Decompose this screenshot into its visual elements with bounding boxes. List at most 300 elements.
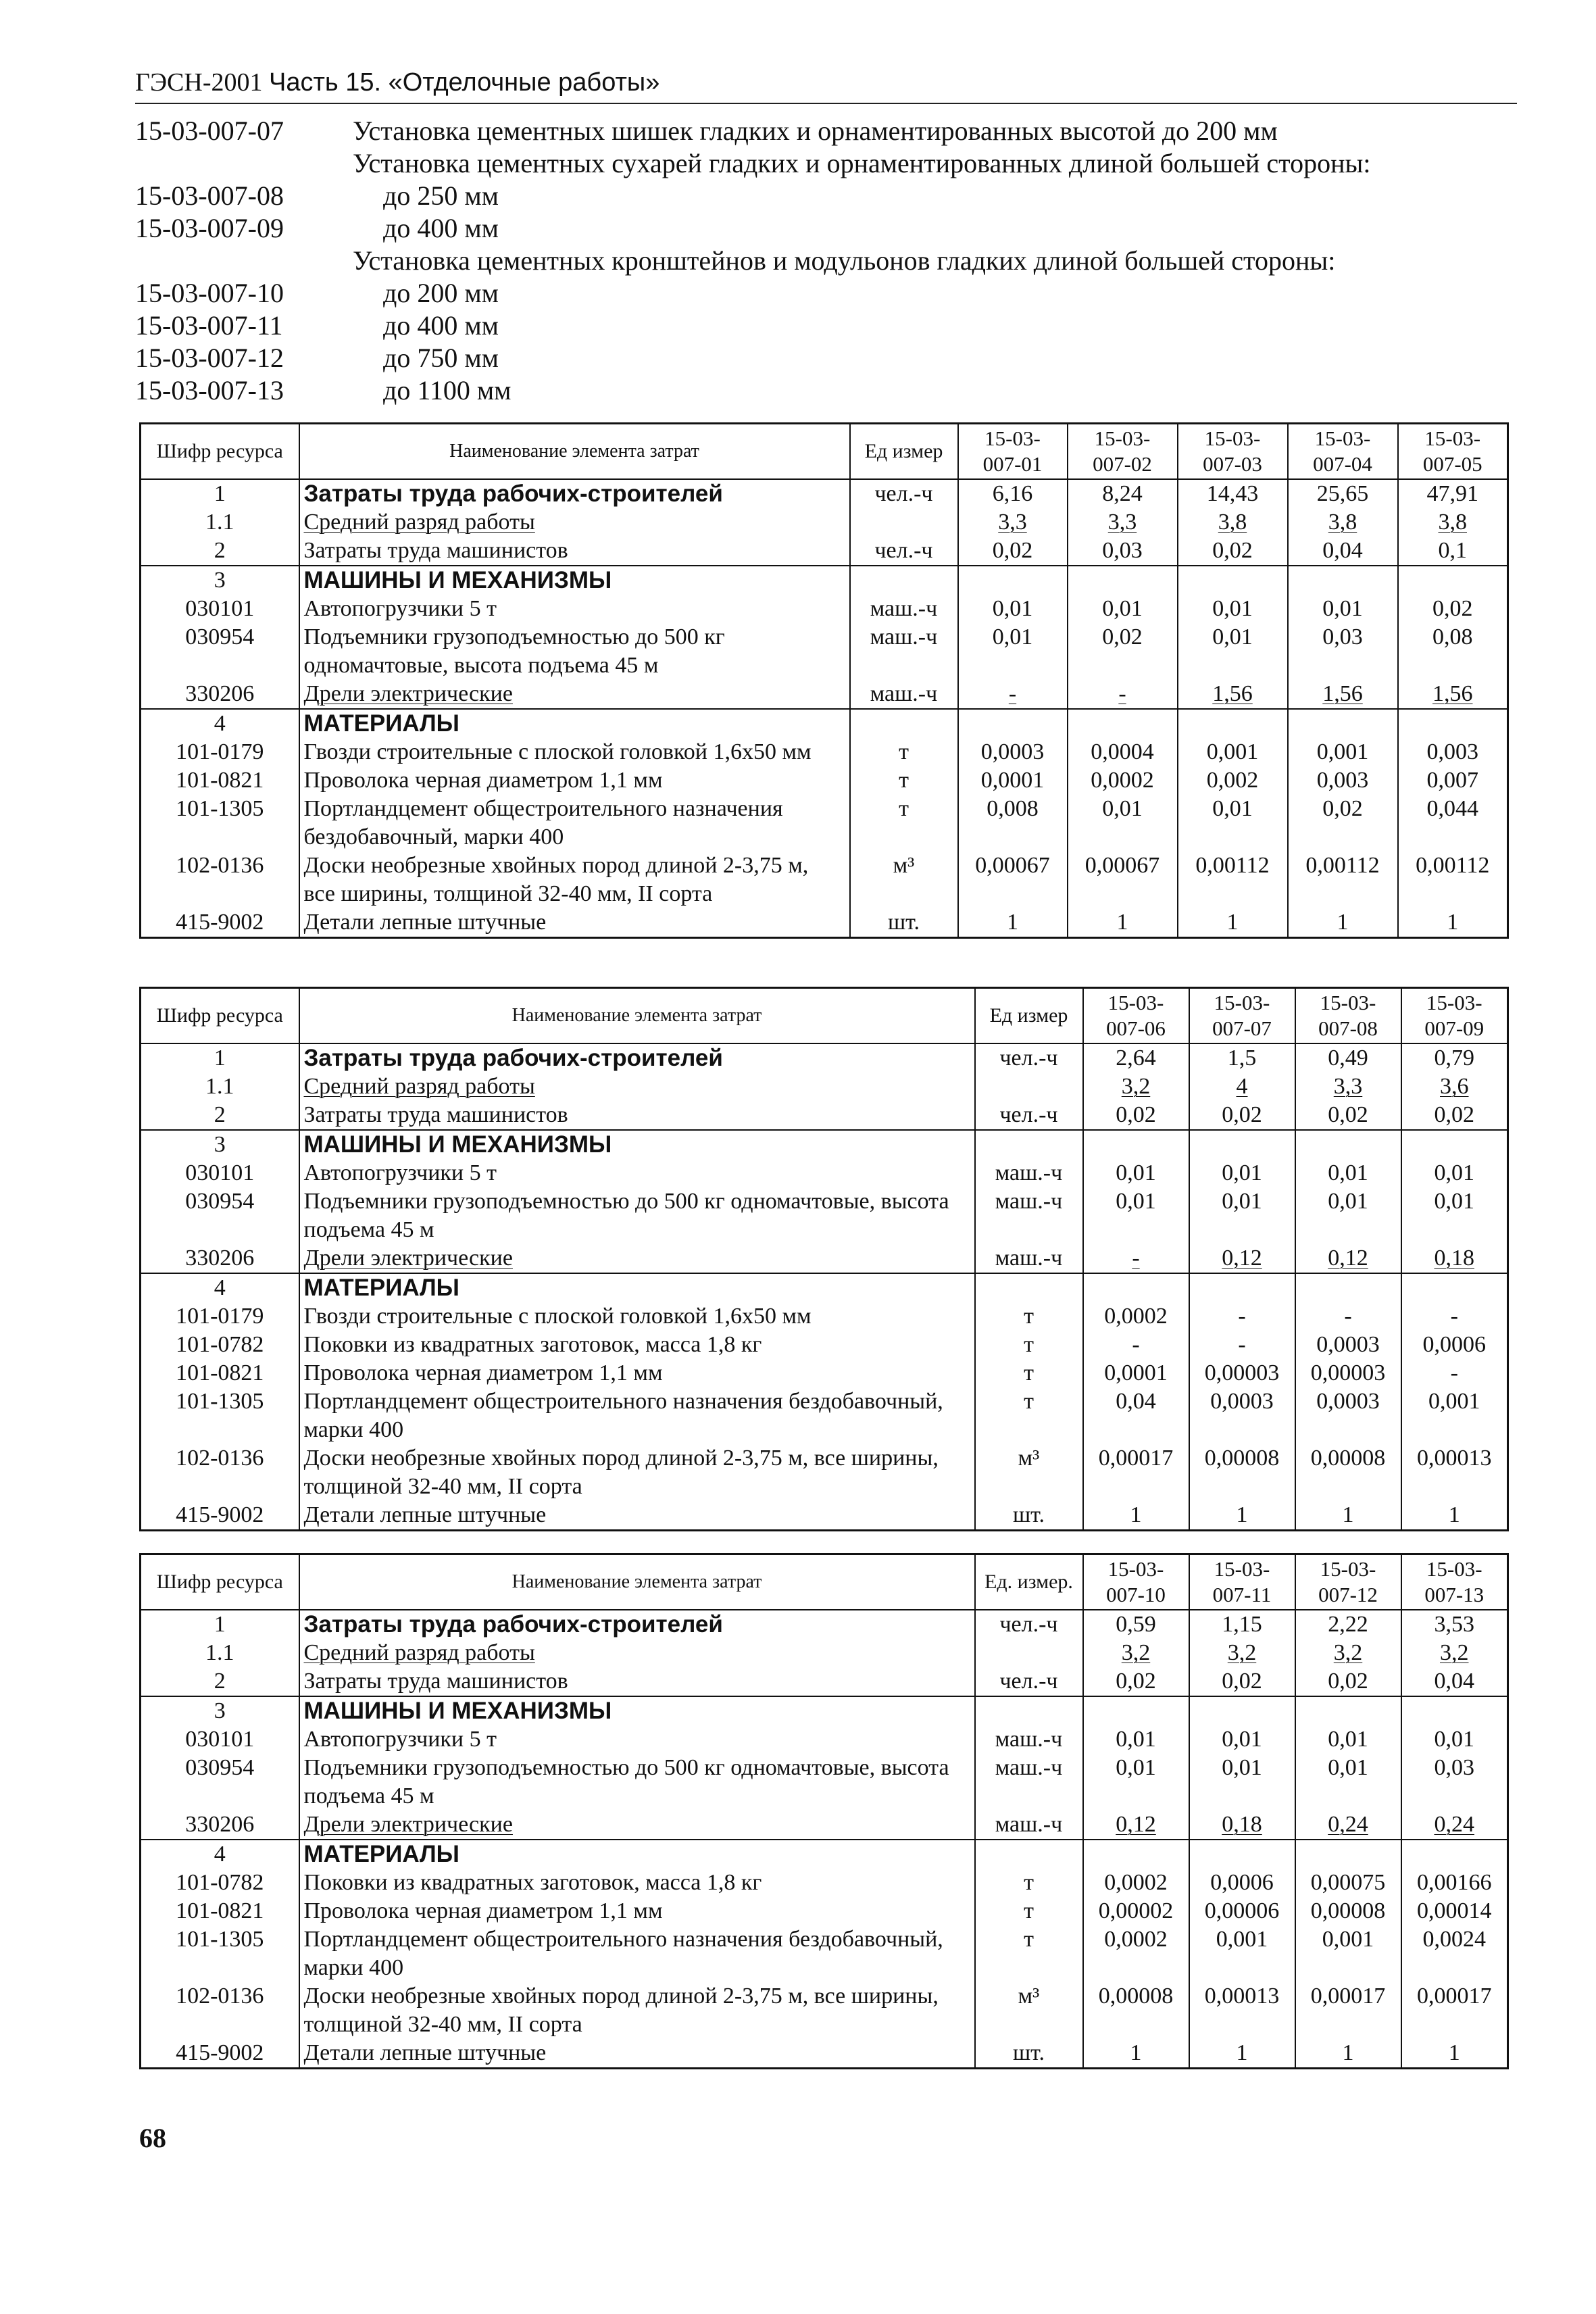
header-norm-code: 15-03- 007-12 (1295, 1554, 1401, 1610)
resource-code: 101-0821 (141, 1897, 299, 1925)
resource-code: 2 (141, 1667, 299, 1696)
norm-value: 0,01 (1189, 1159, 1295, 1187)
norm-value: 0,01 (1401, 1725, 1508, 1754)
table-row (141, 1302, 1508, 1331)
resource-code: 3 (141, 566, 299, 595)
cost-element-name: Портландцемент общестроительного назначения бездобавочный, марки 400 (299, 1925, 975, 1982)
work-item-row (135, 115, 1527, 147)
resource-code: 101-0821 (141, 766, 299, 795)
cost-element-name: Портландцемент общестроительного назначения бездобавочный, марки 400 (299, 795, 850, 852)
cost-element-name: Проволока черная диаметром 1,1 мм (299, 1359, 975, 1387)
norm-value (1401, 1130, 1508, 1159)
table-header-row (141, 988, 1508, 1044)
table-row (141, 1043, 1508, 1073)
norm-value: 0,00008 (1295, 1897, 1401, 1925)
norm-value (1401, 1273, 1508, 1302)
table-row (141, 1982, 1508, 2039)
unit-of-measure: м³ (850, 852, 958, 908)
norm-value: 0,59 (1083, 1610, 1189, 1639)
table-row (141, 1840, 1508, 1869)
resource-table-3 (139, 1553, 1509, 2069)
resource-code: 330206 (141, 1811, 299, 1840)
table-row (141, 1187, 1508, 1244)
norm-value: 0,02 (958, 537, 1068, 566)
norm-value: 0,18 (1189, 1811, 1295, 1840)
resource-code: 101-1305 (141, 1387, 299, 1444)
resource-code: 101-1305 (141, 1925, 299, 1982)
norm-value: 0,01 (1068, 595, 1178, 623)
cost-element-name: МАТЕРИАЛЫ (299, 1273, 975, 1302)
resource-code: 2 (141, 537, 299, 566)
table-row (141, 1331, 1508, 1359)
cost-element-name: Дрели электрические (299, 680, 850, 709)
norm-value (1068, 709, 1178, 738)
cost-element-name: Подъемники грузоподъемностью до 500 кг одномачтовые, высота подъема 45 м (299, 1754, 975, 1811)
unit-of-measure (850, 508, 958, 537)
norm-value: 1 (1295, 1501, 1401, 1531)
header-unit: Ед. измер. (975, 1554, 1083, 1610)
norm-value: 0,00112 (1288, 852, 1398, 908)
norm-value: 0,00017 (1295, 1982, 1401, 2039)
norm-value: 0,01 (1189, 1187, 1295, 1244)
unit-of-measure (975, 1696, 1083, 1725)
table-row (141, 1639, 1508, 1667)
header-norm-code: 15-03- 007-04 (1288, 424, 1398, 480)
table-row (141, 1359, 1508, 1387)
table-header-row (141, 424, 1508, 480)
header-cost-element: Наименование элемента затрат (299, 424, 850, 480)
cost-element-name: Средний разряд работы (299, 508, 850, 537)
work-item-text: до 1100 мм (383, 375, 512, 405)
unit-of-measure (975, 1130, 1083, 1159)
cost-element-name: Затраты труда рабочих-строителей (299, 479, 850, 508)
norm-value: 0,08 (1398, 623, 1508, 680)
resource-code: 2 (141, 1101, 299, 1130)
table-row (141, 479, 1508, 508)
norm-value: 0,03 (1288, 623, 1398, 680)
norm-value: 3,2 (1295, 1639, 1401, 1667)
norm-value (1288, 709, 1398, 738)
norm-value: 0,003 (1398, 738, 1508, 766)
work-item-row (135, 147, 1527, 180)
norm-value: 0,01 (1401, 1187, 1508, 1244)
norm-value: 1 (1083, 1501, 1189, 1531)
resource-code: 4 (141, 709, 299, 738)
resource-code: 1.1 (141, 1073, 299, 1101)
resource-code: 1.1 (141, 1639, 299, 1667)
norm-value: 0,01 (1189, 1754, 1295, 1811)
cost-element-name: Поковки из квадратных заготовок, масса 1,8 кг (299, 1331, 975, 1359)
norm-value: 1 (1295, 2039, 1401, 2069)
norm-value: 0,04 (1401, 1667, 1508, 1696)
norm-value: 0,0004 (1068, 738, 1178, 766)
cost-element-name: Затраты труда машинистов (299, 537, 850, 566)
resource-code: 102-0136 (141, 1444, 299, 1501)
table-row (141, 738, 1508, 766)
table-header-row (141, 1554, 1508, 1610)
unit-of-measure: м³ (975, 1444, 1083, 1501)
resource-code: 1.1 (141, 508, 299, 537)
header-norm-code: 15-03- 007-11 (1189, 1554, 1295, 1610)
cost-element-name: Затраты труда машинистов (299, 1101, 975, 1130)
norm-value: 0,12 (1295, 1244, 1401, 1273)
header-resource-code: Шифр ресурса (141, 988, 299, 1044)
norm-value: 0,001 (1189, 1925, 1295, 1982)
norm-value: 0,00008 (1083, 1982, 1189, 2039)
norm-value: - (1189, 1302, 1295, 1331)
work-item-row (135, 342, 1527, 374)
norm-value: 1,56 (1398, 680, 1508, 709)
cost-element-name: МАТЕРИАЛЫ (299, 709, 850, 738)
norm-value (1398, 709, 1508, 738)
work-item-text: до 400 мм (383, 213, 499, 243)
header-norm-code: 15-03- 007-02 (1068, 424, 1178, 480)
norm-value: 0,01 (1295, 1725, 1401, 1754)
norm-value: 0,01 (1178, 795, 1288, 852)
norm-value: 0,0003 (958, 738, 1068, 766)
resource-code: 3 (141, 1130, 299, 1159)
header-norm-code: 15-03- 007-13 (1401, 1554, 1508, 1610)
table-row (141, 595, 1508, 623)
norm-value: 0,01 (1288, 595, 1398, 623)
norm-value (1295, 1273, 1401, 1302)
norm-value: 0,0001 (958, 766, 1068, 795)
norm-value (1178, 566, 1288, 595)
resource-code: 101-0782 (141, 1869, 299, 1897)
norm-value: 0,001 (1401, 1387, 1508, 1444)
norm-value: 1 (1401, 2039, 1508, 2069)
table-row (141, 1754, 1508, 1811)
norm-value: 0,00014 (1401, 1897, 1508, 1925)
unit-of-measure (975, 1639, 1083, 1667)
norm-value: 3,8 (1288, 508, 1398, 537)
cost-element-name: Доски необрезные хвойных пород длиной 2-3,75 м, все ширины, толщиной 32-40 мм, II сорта (299, 1982, 975, 2039)
norm-value: 0,1 (1398, 537, 1508, 566)
resource-code: 4 (141, 1840, 299, 1869)
work-item-list (135, 115, 1527, 407)
cost-element-name: Затраты труда рабочих-строителей (299, 1043, 975, 1073)
header-norm-code: 15-03- 007-10 (1083, 1554, 1189, 1610)
resource-code: 030954 (141, 1754, 299, 1811)
work-item-row (135, 277, 1527, 310)
norm-value: 0,0006 (1189, 1869, 1295, 1897)
norm-value: 0,01 (1401, 1159, 1508, 1187)
work-item-code: 15-03-007-10 (135, 278, 284, 308)
norm-value: 0,001 (1295, 1925, 1401, 1982)
norm-value: 0,0002 (1083, 1869, 1189, 1897)
norm-value: 0,03 (1068, 537, 1178, 566)
norm-value: 1 (1178, 908, 1288, 938)
unit-of-measure (975, 1273, 1083, 1302)
header-norm-code: 15-03- 007-03 (1178, 424, 1288, 480)
header-norm-code: 15-03- 007-05 (1398, 424, 1508, 480)
norm-value: 0,008 (958, 795, 1068, 852)
cost-element-name: Детали лепные штучные (299, 908, 850, 938)
work-item-code: 15-03-007-07 (135, 116, 284, 146)
norm-value: 0,00112 (1178, 852, 1288, 908)
norm-value: 3,3 (958, 508, 1068, 537)
norm-value: 0,24 (1401, 1811, 1508, 1840)
unit-of-measure (850, 709, 958, 738)
header-norm-code: 15-03- 007-08 (1295, 988, 1401, 1044)
resource-code: 1 (141, 479, 299, 508)
table-row (141, 1501, 1508, 1531)
unit-of-measure: чел.-ч (975, 1101, 1083, 1130)
table-row (141, 795, 1508, 852)
norm-value: 0,04 (1288, 537, 1398, 566)
work-item-code (135, 245, 353, 277)
norm-value: 0,01 (1083, 1754, 1189, 1811)
norm-value: 0,01 (1068, 795, 1178, 852)
norm-value: - (1295, 1302, 1401, 1331)
norm-value (1189, 1130, 1295, 1159)
work-item-text: Установка цементных кронштейнов и модульонов гладких длиной большей стороны: (353, 245, 1336, 276)
norm-value: 1,56 (1288, 680, 1398, 709)
norm-value: 0,02 (1288, 795, 1398, 852)
norm-value: - (1401, 1359, 1508, 1387)
cost-element-name: Поковки из квадратных заготовок, масса 1,8 кг (299, 1869, 975, 1897)
resource-code: 030101 (141, 595, 299, 623)
cost-element-name: Детали лепные штучные (299, 2039, 975, 2069)
norm-value (1295, 1696, 1401, 1725)
table-row (141, 1101, 1508, 1130)
norm-value (1295, 1130, 1401, 1159)
norm-value: 25,65 (1288, 479, 1398, 508)
cost-element-name: Дрели электрические (299, 1244, 975, 1273)
norm-value: 0,01 (1189, 1725, 1295, 1754)
norm-value: 3,2 (1083, 1073, 1189, 1101)
resource-code: 102-0136 (141, 1982, 299, 2039)
table-row (141, 1897, 1508, 1925)
work-item-code: 15-03-007-11 (135, 310, 283, 341)
norm-value: 0,003 (1288, 766, 1398, 795)
table-row (141, 1610, 1508, 1639)
norm-value (1083, 1840, 1189, 1869)
unit-of-measure: т (850, 766, 958, 795)
norm-value: 0,01 (1295, 1187, 1401, 1244)
unit-of-measure: маш.-ч (975, 1754, 1083, 1811)
resource-code: 330206 (141, 1244, 299, 1273)
unit-of-measure: маш.-ч (850, 595, 958, 623)
norm-value: 1 (1288, 908, 1398, 938)
norm-value: 3,3 (1068, 508, 1178, 537)
norm-value: 0,02 (1189, 1101, 1295, 1130)
resource-code: 1 (141, 1043, 299, 1073)
norm-value: 0,01 (1083, 1159, 1189, 1187)
norm-value (1178, 709, 1288, 738)
norm-value: 0,00013 (1401, 1444, 1508, 1501)
unit-of-measure: чел.-ч (975, 1043, 1083, 1073)
cost-element-name: Дрели электрические (299, 1811, 975, 1840)
norm-value: 0,0001 (1083, 1359, 1189, 1387)
cost-element-name: Проволока черная диаметром 1,1 мм (299, 1897, 975, 1925)
norm-value: 0,24 (1295, 1811, 1401, 1840)
resource-code: 101-0179 (141, 1302, 299, 1331)
cost-element-name: МАШИНЫ И МЕХАНИЗМЫ (299, 1696, 975, 1725)
norm-value (1288, 566, 1398, 595)
work-item-row (135, 180, 1527, 212)
norm-value: 0,02 (1295, 1101, 1401, 1130)
cost-element-name: Детали лепные штучные (299, 1501, 975, 1531)
header-norm-code: 15-03- 007-09 (1401, 988, 1508, 1044)
norm-value: 0,00017 (1083, 1444, 1189, 1501)
cost-element-name: Гвозди строительные с плоской головкой 1,6х50 мм (299, 738, 850, 766)
cost-element-name: Портландцемент общестроительного назначения бездобавочный, марки 400 (299, 1387, 975, 1444)
resource-table-1 (139, 422, 1509, 939)
norm-value: 0,02 (1401, 1101, 1508, 1130)
norm-value: 1,15 (1189, 1610, 1295, 1639)
unit-of-measure: т (975, 1925, 1083, 1982)
unit-of-measure: маш.-ч (975, 1159, 1083, 1187)
work-item-row (135, 212, 1527, 245)
norm-value: 1 (958, 908, 1068, 938)
resource-code: 101-0782 (141, 1331, 299, 1359)
unit-of-measure: маш.-ч (975, 1811, 1083, 1840)
norm-value: 0,007 (1398, 766, 1508, 795)
unit-of-measure: маш.-ч (850, 680, 958, 709)
resource-code: 101-1305 (141, 795, 299, 852)
work-item-code: 15-03-007-09 (135, 213, 284, 243)
norm-value: 3,6 (1401, 1073, 1508, 1101)
norm-value (1083, 1130, 1189, 1159)
table-row (141, 680, 1508, 709)
cost-element-name: Проволока черная диаметром 1,1 мм (299, 766, 850, 795)
resource-code: 3 (141, 1696, 299, 1725)
header-norm-code: 15-03- 007-01 (958, 424, 1068, 480)
norm-value: 3,2 (1401, 1639, 1508, 1667)
norm-value: 0,0002 (1068, 766, 1178, 795)
unit-of-measure: т (850, 738, 958, 766)
cost-element-name: Подъемники грузоподъемностью до 500 кг одномачтовые, высота подъема 45 м (299, 1187, 975, 1244)
norm-value: 0,0002 (1083, 1302, 1189, 1331)
resource-code: 030954 (141, 1187, 299, 1244)
norm-value: 0,01 (1295, 1754, 1401, 1811)
norm-value: 0,001 (1288, 738, 1398, 766)
unit-of-measure: т (975, 1869, 1083, 1897)
norm-value (1083, 1273, 1189, 1302)
table-row (141, 1869, 1508, 1897)
norm-value: 0,12 (1083, 1811, 1189, 1840)
table-row (141, 1444, 1508, 1501)
norm-value: - (1083, 1244, 1189, 1273)
norm-value: 0,02 (1178, 537, 1288, 566)
unit-of-measure: маш.-ч (975, 1244, 1083, 1273)
norm-value: 1 (1189, 1501, 1295, 1531)
work-item-text: до 750 мм (383, 343, 499, 373)
norm-value: 1,56 (1178, 680, 1288, 709)
work-item-code: 15-03-007-12 (135, 343, 284, 373)
table-row (141, 1130, 1508, 1159)
norm-value: 1 (1401, 1501, 1508, 1531)
resource-code: 415-9002 (141, 2039, 299, 2069)
norm-value: 3,2 (1189, 1639, 1295, 1667)
norm-value: 4 (1189, 1073, 1295, 1101)
norm-value: 0,001 (1178, 738, 1288, 766)
norm-value: 1,5 (1189, 1043, 1295, 1073)
table-row (141, 1244, 1508, 1273)
norm-value: - (1068, 680, 1178, 709)
cost-element-name: Доски необрезные хвойных пород длиной 2-3,75 м, все ширины, толщиной 32-40 мм, II сорта (299, 852, 850, 908)
unit-of-measure: т (975, 1897, 1083, 1925)
resource-code: 030101 (141, 1725, 299, 1754)
resource-code: 030101 (141, 1159, 299, 1187)
norm-value: 0,02 (1083, 1101, 1189, 1130)
norm-value (958, 709, 1068, 738)
table-row (141, 1925, 1508, 1982)
cost-element-name: МАШИНЫ И МЕХАНИЗМЫ (299, 1130, 975, 1159)
cost-element-name: Автопогрузчики 5 т (299, 595, 850, 623)
header-prefix: ГЭСН-2001 (135, 68, 263, 97)
work-item-row (135, 310, 1527, 342)
resource-code: 330206 (141, 680, 299, 709)
cost-element-name: Доски необрезные хвойных пород длиной 2-3,75 м, все ширины, толщиной 32-40 мм, II сорта (299, 1444, 975, 1501)
unit-of-measure: м³ (975, 1982, 1083, 2039)
table-row (141, 537, 1508, 566)
norm-value: 3,8 (1398, 508, 1508, 537)
table-row (141, 623, 1508, 680)
norm-value: 8,24 (1068, 479, 1178, 508)
unit-of-measure: маш.-ч (975, 1725, 1083, 1754)
work-item-text: до 200 мм (383, 278, 499, 308)
norm-value: 3,8 (1178, 508, 1288, 537)
norm-value: 0,79 (1401, 1043, 1508, 1073)
norm-value: 14,43 (1178, 479, 1288, 508)
norm-value: 0,00067 (958, 852, 1068, 908)
norm-value (1398, 566, 1508, 595)
cost-element-name: МАШИНЫ И МЕХАНИЗМЫ (299, 566, 850, 595)
header-cost-element: Наименование элемента затрат (299, 1554, 975, 1610)
norm-value: 0,00008 (1189, 1444, 1295, 1501)
unit-of-measure: чел.-ч (850, 479, 958, 508)
table-row (141, 1667, 1508, 1696)
norm-value: 0,044 (1398, 795, 1508, 852)
norm-value: 0,01 (958, 595, 1068, 623)
unit-of-measure: чел.-ч (975, 1667, 1083, 1696)
work-item-row (135, 374, 1527, 407)
cost-element-name: Средний разряд работы (299, 1073, 975, 1101)
table-row (141, 709, 1508, 738)
norm-value: 0,18 (1401, 1244, 1508, 1273)
unit-of-measure: т (975, 1302, 1083, 1331)
resource-code: 4 (141, 1273, 299, 1302)
work-item-text: Установка цементных шишек гладких и орнаментированных высотой до 200 мм (353, 116, 1278, 146)
resource-code: 102-0136 (141, 852, 299, 908)
norm-value (1189, 1273, 1295, 1302)
table-row (141, 852, 1508, 908)
norm-value: - (1083, 1331, 1189, 1359)
norm-value: 0,00017 (1401, 1982, 1508, 2039)
table-row (141, 1273, 1508, 1302)
norm-value: 0,02 (1295, 1667, 1401, 1696)
unit-of-measure: шт. (850, 908, 958, 938)
norm-value: 0,0024 (1401, 1925, 1508, 1982)
header-unit: Ед измер (850, 424, 958, 480)
norm-value (1068, 566, 1178, 595)
norm-value: 0,00166 (1401, 1869, 1508, 1897)
header-section: Часть 15. «Отделочные работы» (269, 68, 660, 97)
norm-value: 3,2 (1083, 1639, 1189, 1667)
cost-element-name: Гвозди строительные с плоской головкой 1,6х50 мм (299, 1302, 975, 1331)
table-row (141, 508, 1508, 537)
norm-value: 0,00002 (1083, 1897, 1189, 1925)
unit-of-measure: шт. (975, 1501, 1083, 1531)
work-item-code: 15-03-007-08 (135, 180, 284, 211)
work-item-row (135, 245, 1527, 277)
norm-value: 0,02 (1068, 623, 1178, 680)
norm-value: 0,0003 (1295, 1387, 1401, 1444)
norm-value (1189, 1840, 1295, 1869)
cost-element-name: Подъемники грузоподъемностью до 500 кг одномачтовые, высота подъема 45 м (299, 623, 850, 680)
